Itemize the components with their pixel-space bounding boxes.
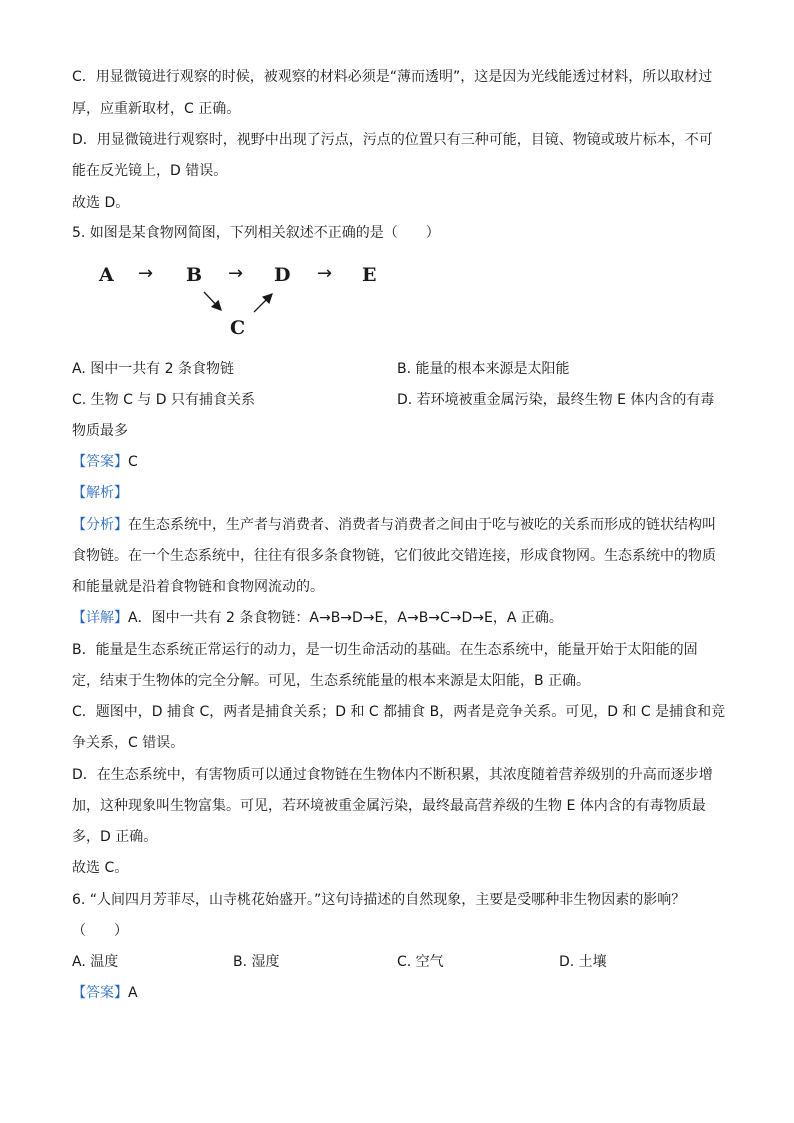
answer-tag: 【答案】: [72, 454, 128, 470]
explain-c-line-2: 争关系，C 错误。: [72, 735, 185, 751]
xiangjie-text-1: A．图中一共有 2 条食物链：A→B→D→E，A→B→C→D→E，A 正确。: [128, 610, 563, 626]
explain-d-line-3: 多，D 正确。: [72, 829, 158, 845]
q6-option-c: C. 空气: [397, 954, 444, 970]
diagonal-arrows: [0, 0, 794, 360]
prev-choose: 故选 D。: [72, 195, 130, 211]
arrow-b-d: →: [228, 263, 244, 284]
node-b: B: [186, 264, 203, 286]
fenxi-tag: 【分析】: [72, 517, 128, 533]
fenxi-line-2: 食物链。在一个生态系统中，往往有很多条食物链，它们彼此交错连接，形成食物网。生态系统中的物质: [72, 548, 716, 564]
explain-d-line-2: 加，这种现象叫生物富集。可见，若环境被重金属污染，最终最高营养级的生物 E 体内含的有毒物质最: [72, 798, 706, 814]
answer-value: A: [128, 985, 138, 1001]
q5-choose: 故选 C。: [72, 860, 129, 876]
q6-answer: [72, 983, 138, 1003]
q5-option-c: C. 生物 C 与 D 只有捕食关系: [72, 392, 256, 408]
xiangjie-tag: 【详解】: [72, 610, 128, 626]
node-e: E: [362, 264, 377, 286]
node-d: D: [274, 264, 291, 286]
arrow-c-d: [254, 294, 272, 312]
fenxi-line-1: [72, 515, 716, 535]
fenxi-text-1: 在生态系统中，生产者与消费者、消费者与消费者之间由于吃与被吃的关系而形成的链状结构叫: [128, 517, 716, 533]
q5-answer: [72, 452, 138, 472]
q6-stem: 6. “人间四月芳菲尽，山寺桃花始盛开。”这句诗描述的自然现象，主要是受哪种非生物因素的影响？: [72, 892, 686, 908]
fenxi-line-3: 和能量就是沿着食物链和食物网流动的。: [72, 579, 324, 595]
prev-d-line-1: D．用显微镜进行观察时，视野中出现了污点，污点的位置只有三种可能，目镜、物镜或玻片标本，不可: [72, 132, 713, 148]
arrow-d-e: →: [317, 263, 333, 284]
explain-c-line-1: C．题图中，D 捕食 C，两者是捕食关系；D 和 C 都捕食 B，两者是竞争关系。可见，D 和 C 是捕食和竞: [72, 704, 726, 720]
xiangjie-line-1: [72, 608, 563, 628]
node-a: A: [99, 264, 114, 286]
q6-paren: （ ）: [72, 923, 128, 939]
q5-stem: 5. 如图是某食物网简图，下列相关叙述不正确的是（ ）: [72, 225, 440, 241]
q5-option-b: B. 能量的根本来源是太阳能: [397, 361, 570, 377]
q6-option-b: B. 湿度: [233, 954, 280, 970]
q5-option-a: A. 图中一共有 2 条食物链: [72, 361, 235, 377]
node-c: C: [230, 317, 246, 339]
prev-d-line-2: 能在反光镜上，D 错误。: [72, 163, 228, 179]
prev-c-line-2: 厚，应重新取材，C 正确。: [72, 101, 241, 117]
q5-option-d-line-1: D. 若环境被重金属污染，最终生物 E 体内含的有毒: [397, 392, 715, 408]
arrow-b-c: [204, 292, 221, 310]
answer-value: C: [128, 454, 138, 470]
prev-c-line-1: C．用显微镜进行观察的时候，被观察的材料必须是“薄而透明”，这是因为光线能透过材料，所以取材过: [72, 69, 713, 85]
q5-option-d-line-2: 物质最多: [72, 423, 128, 439]
explain-b-line-2: 定，结束于生物体的完全分解。可见，生态系统能量的根本来源是太阳能，B 正确。: [72, 673, 591, 689]
q6-option-a: A. 温度: [72, 954, 119, 970]
arrow-a-b: →: [138, 263, 154, 284]
q6-option-d: D. 土壤: [559, 954, 607, 970]
answer-tag: 【答案】: [72, 985, 128, 1001]
explain-d-line-1: D．在生态系统中，有害物质可以通过食物链在生物体内不断积累，其浓度随着营养级别的升高而逐步增: [72, 767, 713, 783]
analysis-tag: 【解析】: [72, 485, 128, 501]
explain-b-line-1: B．能量是生态系统正常运行的动力，是一切生命活动的基础。在生态系统中，能量开始于太阳能的固: [72, 642, 698, 658]
